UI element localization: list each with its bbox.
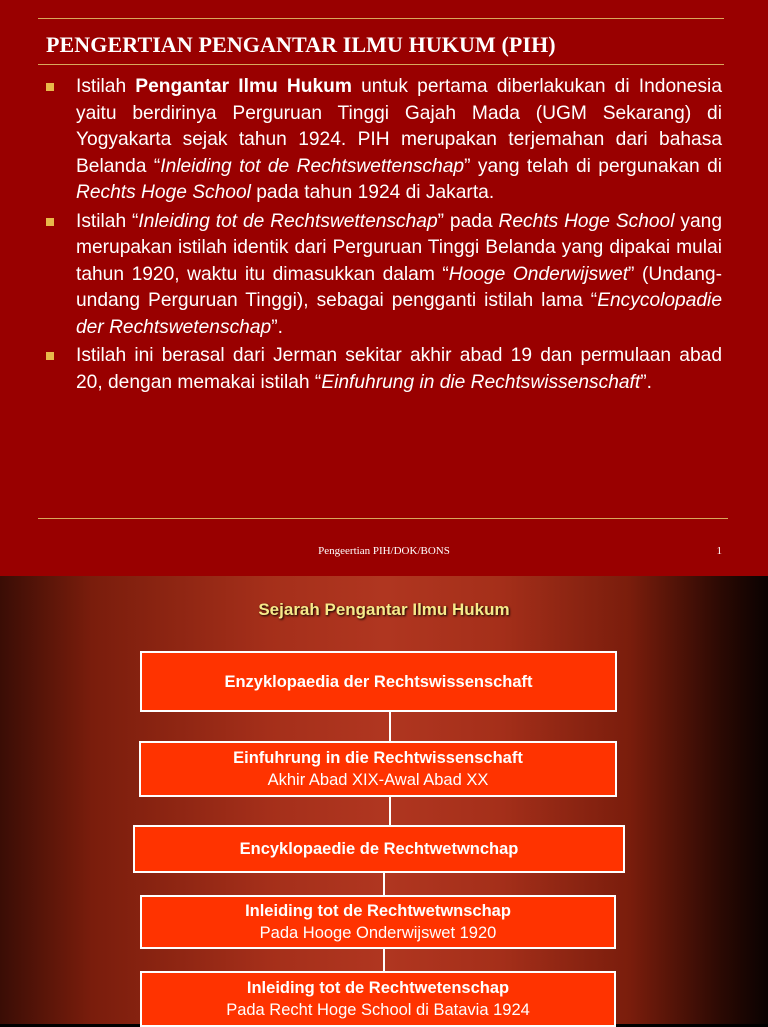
slide-1-title: PENGERTIAN PENGANTAR ILMU HUKUM (PIH) [46,32,556,57]
flow-box-subtitle: Pada Recht Hoge School di Batavia 1924 [226,1001,530,1019]
bullet-item [46,74,722,207]
flow-box-subtitle: Pada Hooge Onderwijswet 1920 [259,924,497,942]
top-divider [38,18,724,19]
bullet-list [46,74,722,398]
square-bullet-icon [46,83,54,91]
slide-footer: Pengeertian PIH/DOK/BONS [318,545,450,557]
flow-box [140,651,617,712]
flow-box-title: Inleiding tot de Rechtwetenschap [246,979,510,997]
square-bullet-icon [46,352,54,360]
flow-box [140,971,616,1027]
page-number: 1 [716,545,722,557]
flow-box-title: Encyklopaedie de Rechtwetwnchap [239,840,519,858]
flow-connector [389,710,391,744]
title-divider [38,64,724,65]
bullet-text: Istilah “Inleiding tot de Rechtswettenschap” pada Rechts Hoge School yang merupakan istilah identik dari Perguruan Tinggi Belanda yang dipakai mulai tahun 1920, waktu itu dimasukkan dalam “Hooge Onderwijswet” (Undang-undang Perguruan Tinggi), sebagai pengganti istilah lama “Encycolopadie der Rechtswetenschap”. [76,210,722,338]
slide-2 [0,576,768,1024]
bullet-text: Istilah Pengantar Ilmu Hukum untuk pertama diberlakukan di Indonesia yaitu berdirinya Perguruan Tinggi Gajah Mada (UGM Sekarang) di Yogyakarta sejak tahun 1924. PIH merupakan terjemahan dari bahasa Belanda “Inleiding tot de Rechtswettenschap” yang telah di pergunakan di Rechts Hoge School pada tahun 1924 di Jakarta. [76,76,723,203]
flow-connector [383,872,385,896]
flow-box [140,895,616,949]
flow-connector [389,794,391,828]
flow-connector [383,948,385,972]
flow-box-title: Inleiding tot de Rechtwetwnschap [245,902,511,920]
flow-box-title: Einfuhrung in die Rechtwissenschaft [233,749,523,767]
flow-box-title: Enzyklopaedia der Rechtswissenschaft [224,672,533,691]
bullet-item [46,343,722,396]
flow-box [139,741,617,797]
footer-divider [38,518,728,519]
square-bullet-icon [46,218,54,226]
flow-box [133,825,625,873]
bullet-item [46,209,722,342]
slide-2-title: Sejarah Pengantar Ilmu Hukum [258,600,510,619]
bullet-text: Istilah ini berasal dari Jerman sekitar akhir abad 19 dan permulaan abad 20, dengan memakai istilah “Einfuhrung in die Rechtswissenschaft”. [76,345,722,393]
flow-box-subtitle: Akhir Abad XIX-Awal Abad XX [267,771,489,789]
